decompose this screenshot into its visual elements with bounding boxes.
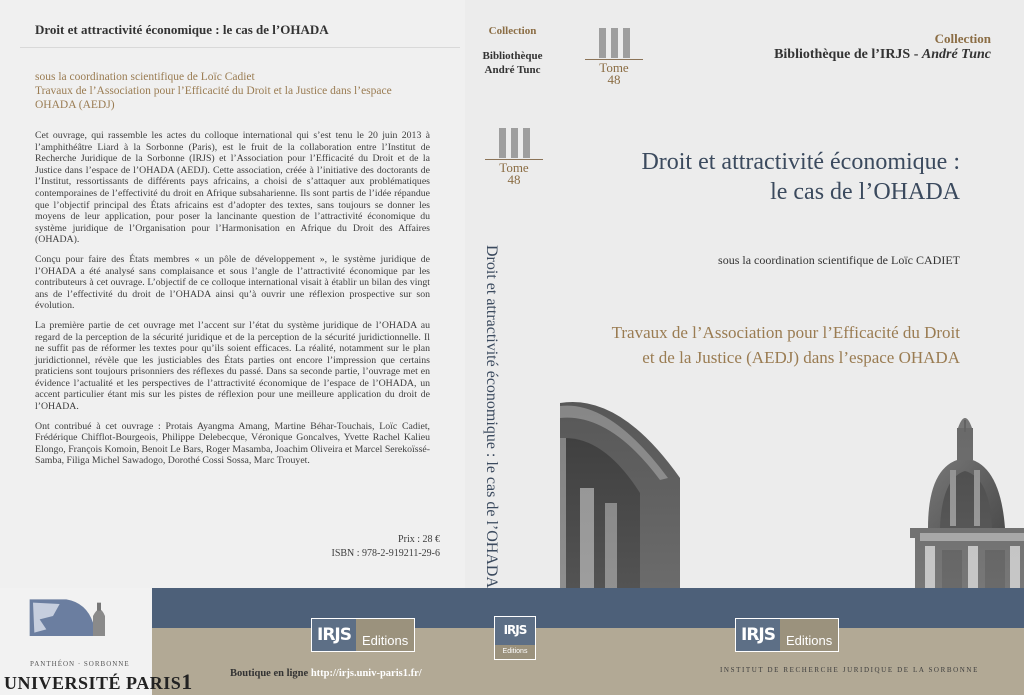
university-name (4, 669, 193, 695)
editions-logo-text: Editions (495, 645, 535, 659)
back-coordination (35, 70, 405, 112)
tome-number: 48 (507, 172, 521, 187)
front-bibliotheque (774, 47, 991, 63)
tome-label: Tome (499, 160, 529, 175)
spine-bibliotheque-line: Bibliothèque (482, 50, 543, 62)
spine-collection: Collection (488, 25, 537, 37)
coordination-text: sous la coordination scientifique de Loïc Cadiet (35, 71, 255, 83)
front-travaux (550, 320, 960, 370)
spine-andre-tunc: André Tunc (484, 64, 541, 76)
institut-name: INSTITUT DE RECHERCHE JURIDIQUE DE LA SORBONNE (720, 666, 979, 674)
front-title-line: le cas de l’OHADA (770, 179, 960, 205)
university-subtitle: PANTHÉON · SORBONNE (30, 660, 130, 668)
spine-bibliotheque (465, 49, 560, 77)
front-irjs-editions-logo (735, 618, 839, 652)
back-title: Droit et attractivité économique : le cas de l’OHADA (35, 22, 329, 37)
front-bibliotheque-text: Bibliothèque de l’IRJS - (774, 47, 922, 62)
top-tome-logo (585, 28, 643, 86)
front-cover (560, 0, 1024, 588)
online-shop-link[interactable]: http://irjs.univ-paris1.fr/ (310, 668, 422, 679)
contributors-paragraph: Ont contribué à cet ouvrage : Protais Ayangma Amang, Martine Béhar-Touchais, Loïc Cadiet, Frédérique Chifflot-Bourgeois, Philippe Delebecque, Véronique Goncalves, Yvette Rachel Kalieu Elongo, François Komoin, Benoit Le Bars, Roger Masamba, Joachim Oliveira et Marcel Serekoïssé-Samba, Filiga Michel Sawadogo, Dorothé Cossi Sossa, Marc Trouyet. (35, 420, 430, 467)
editions-logo-text: Editions (356, 619, 414, 651)
back-cover (0, 0, 465, 588)
summary-paragraph: Cet ouvrage, qui rassemble les actes du colloque international qui s’est tenu le 20 juin 2013 à l’amphithéâtre Liard à la Sorbonne (Paris), est le fruit de la collaboration entre l’Institut de Recherche Juridique de la Sorbonne (IRJS) et l’Association pour l’Efficacité du Droit et de la Justice dans l’espace de l’OHADA (AEDJ). Cette association, créée à l’initiative des doctorants de l’Institut, ressortissants de différents pays africains, a choisi de s’attaquer aux problématiques contemporaines de l’effectivité du droit en Afrique subsaharienne. Ils sont partis de l’idée répandue que l’objectif principal des États africains est d’adopter des textes, sans toujours se donner les moyens de leur application, pour poser la lancinante question de l’attractivité économique du système juridique de l’Organisation pour l’Harmonisation en Afrique du Droit des Affaires (OHADA). (35, 130, 430, 246)
price: Prix : 28 € (398, 534, 440, 545)
university-name-text: UNIVERSITÉ PARIS (4, 673, 182, 693)
university-number: 1 (181, 669, 193, 694)
back-summary (35, 130, 430, 475)
front-title-line: Droit et attractivité économique : (641, 149, 960, 175)
editions-logo-text: Editions (780, 619, 838, 651)
online-shop-label: Boutique en ligne (230, 668, 309, 679)
travaux-line: Travaux de l’Association pour l’Efficacité du Droit (611, 323, 960, 342)
front-title (580, 147, 960, 207)
divider (20, 47, 460, 48)
irjs-logo-text: IRJS (736, 619, 780, 651)
front-collection: Collection (934, 31, 991, 46)
front-coordination: sous la coordination scientifique de Loïc CADIET (718, 253, 960, 267)
price-block (260, 533, 440, 561)
summary-paragraph: Conçu pour faire des États membres « un pôle de développement », le système juridique de l’OHADA a été analysé sans complaisance et sous l’angle de l’attractivité économique par les contributeurs à cet ouvrage. L’objectif de ce colloque international visait à établir un bilan des vingt ans de l’effectivité du droit de l’OHADA ainsi qu’à ouvrir une réflexion prospective sur son évolution. (35, 253, 430, 312)
irjs-editions-logo (311, 618, 415, 652)
university-emblem-icon (8, 596, 138, 660)
front-andre-tunc: André Tunc (921, 47, 991, 62)
spine-tome-logo (485, 128, 543, 186)
travaux-text: Travaux de l’Association pour l’Efficacité du Droit et la Justice dans l’espace OHADA (AEDJ) (35, 85, 392, 111)
isbn: ISBN : 978-2-919211-29-6 (331, 548, 440, 559)
tome-number: 48 (607, 72, 621, 87)
blue-band (152, 588, 1024, 628)
spine-title: Droit et attractivité économique : le cas de l’OHADA (483, 245, 500, 588)
travaux-line: et de la Justice (AEDJ) dans l’espace OHADA (642, 348, 960, 367)
summary-paragraph: La première partie de cet ouvrage met l’accent sur l’état du système juridique de l’OHADA au regard de la perception de la sécurité juridique et de la perception de la sécurité juridictionnelle. Il ne suffit pas de réformer les textes pour qu’ils soient efficaces. La réalité, notamment sur le plan juridictionnel, révèle que les justiciables des États parties ont encore l’impression que certains praticiens sont toujours prisonniers des réflexes du passé. Dans sa seconde partie, l’ouvrage met en évidence l’actualité et les perspectives de l’attractivité économique de l’espace de l’OHADA, un accent particulier étant mis sur les pistes de réflexion pour une meilleure application du droit de l’OHADA. (35, 319, 430, 413)
irjs-logo-text: IRJS (312, 619, 356, 651)
columns-icon (585, 28, 643, 58)
tan-band (152, 628, 1024, 695)
online-shop (230, 668, 422, 679)
spine-irjs-logo (494, 616, 536, 660)
irjs-logo-text: IRJS (503, 623, 527, 637)
columns-icon (485, 128, 543, 158)
tome-label: Tome (599, 60, 629, 75)
